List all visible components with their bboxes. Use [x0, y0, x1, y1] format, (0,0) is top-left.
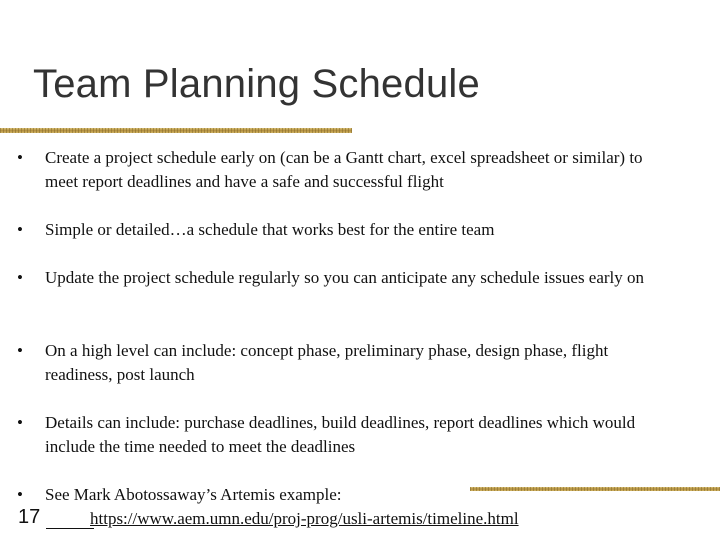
bullet-item — [17, 339, 677, 387]
footer-accent-rule — [470, 487, 720, 491]
bullet-item — [17, 218, 677, 242]
bullet-marker: • — [17, 341, 23, 360]
bullet-marker: • — [17, 148, 23, 167]
bullet-text: See Mark Abotossaway’s Artemis example: — [45, 485, 342, 504]
bullet-text: Simple or detailed…a schedule that works best for the entire team — [45, 220, 495, 239]
bullet-item — [17, 266, 677, 290]
bullet-text: Details can include: purchase deadlines, build deadlines, report deadlines which would include the time needed to meet the deadlines — [45, 413, 636, 456]
bullet-text: Create a project schedule early on (can be a Gantt chart, excel spreadsheet or similar) to meet report deadlines and have a safe and successful flight — [45, 148, 643, 191]
title-underline-rule — [0, 128, 352, 133]
bullet-marker: • — [17, 220, 23, 239]
slide-title: Team Planning Schedule — [33, 62, 480, 106]
bullet-marker: • — [17, 413, 23, 432]
bullet-text: Update the project schedule regularly so you can anticipate any schedule issues early on — [45, 268, 645, 287]
artemis-timeline-link[interactable]: https://www.aem.umn.edu/proj-prog/usli-artemis/timeline.html — [90, 509, 519, 528]
bullet-item — [17, 411, 677, 459]
slide-number-underline — [46, 528, 94, 529]
bullet-marker: • — [17, 485, 23, 504]
bullet-text: On a high level can include: concept phase, preliminary phase, design phase, flight readiness, post launch — [45, 341, 609, 384]
bullet-marker: • — [17, 268, 23, 287]
bullet-item — [17, 146, 677, 194]
slide-number: 17 — [18, 506, 41, 528]
